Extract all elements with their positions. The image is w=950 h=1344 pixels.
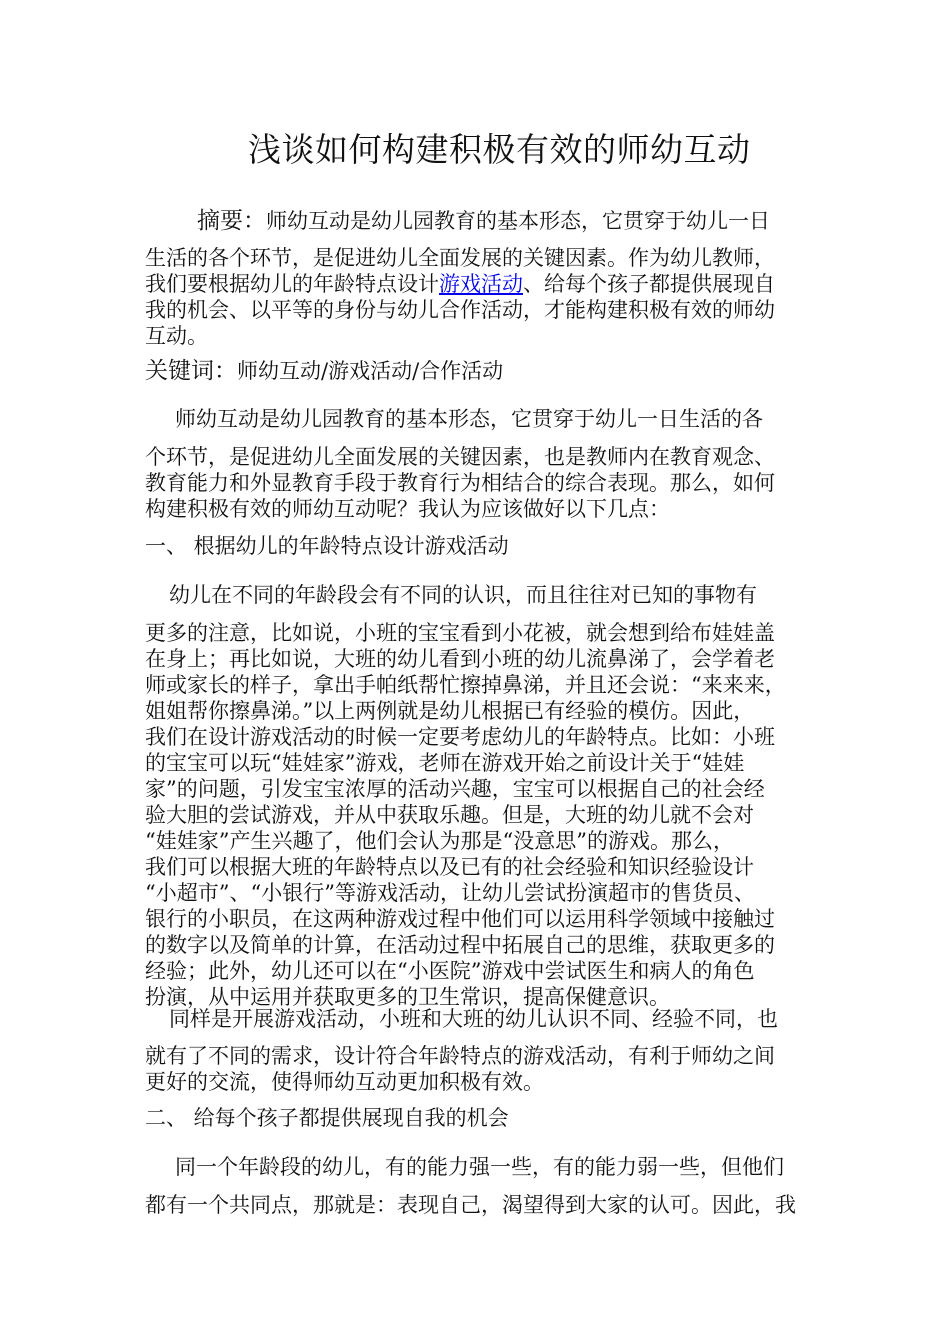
keywords-line xyxy=(145,358,825,384)
abstract-label: 摘要： xyxy=(197,208,266,234)
abstract-line-2: 生活的各个环节，是促进幼儿全面发展的关键因素。作为幼儿教师， xyxy=(145,246,775,270)
section-1-para-1-first: 幼儿在不同的年龄段会有不同的认识，而且往往对已知的事物有 xyxy=(169,583,757,607)
abstract-block xyxy=(145,208,825,234)
intro-paragraph: 个环节，是促进幼儿全面发展的关键因素，也是教师内在教育观念、 教育能力和外显教育手段于教育行为相结合的综合表现。那么，如何 构建积极有效的师幼互动呢？我认为应该做好以下几点： xyxy=(145,445,775,521)
section-2-para-1: 都有一个共同点，那就是：表现自己，渴望得到大家的认可。因此，我 xyxy=(145,1193,796,1217)
abstract-continuation xyxy=(145,245,825,349)
keywords-label: 关键词： xyxy=(145,358,237,384)
section-1-para-2-first: 同样是开展游戏活动，小班和大班的幼儿认识不同、经验不同，也 xyxy=(169,1007,778,1031)
intro-first-line: 师幼互动是幼儿园教育的基本形态，它贯穿于幼儿一日生活的各 xyxy=(175,407,763,431)
document-title: 浅谈如何构建积极有效的师幼互动 xyxy=(248,130,751,169)
keywords-text: 师幼互动/游戏活动/合作活动 xyxy=(237,359,504,383)
game-activity-link[interactable]: 游戏活动 xyxy=(439,272,523,296)
section-2-para-1-first: 同一个年龄段的幼儿，有的能力强一些，有的能力弱一些，但他们 xyxy=(175,1155,784,1179)
abstract-line-3: 我们要根据幼儿的年龄特点设计游戏活动、给每个孩子都提供展现自 xyxy=(145,272,775,296)
section-1-para-1: 更多的注意，比如说，小班的宝宝看到小花被，就会想到给布娃娃盖 在身上；再比如说，大班的幼儿看到小班的幼儿流鼻涕了，会学着老 师或家长的样子，拿出手帕纸帮忙擦掉鼻涕，并且还会说：“来来来， 姐姐帮你擦鼻涕。”以上两例就是幼儿根据已有经验的模仿。因此， 我们在设计游戏活动的时候一定要考虑幼儿的年龄特点。比如：小班 的宝宝可以玩“娃娃家”游戏，老师在游戏开始之前设计关于“娃娃 家”的问题，引发宝宝浓厚的活动兴趣，宝宝可以根据自己的社会经 验大胆的尝试游戏，并从中获取乐趣。但是，大班的幼儿就不会对 “娃娃家”产生兴趣了，他们会认为那是“没意思”的游戏。那么， 我们可以根据大班的年龄特点以及已有的社会经验和知识经验设计 “小超市”、“小银行”等游戏活动，让幼儿尝试扮演超市的售货员、 银行的小职员，在这两种游戏过程中他们可以运用科学领域中接触过 的数字以及简单的计算，在活动过程中拓展自己的思维，获取更多的 经验；此外，幼儿还可以在“小医院”游戏中尝试医生和病人的角色 扮演，从中运用并获取更多的卫生常识，提高保健意识。 xyxy=(145,621,786,1009)
section-2-heading: 二、 给每个孩子都提供展现自我的机会 xyxy=(145,1106,509,1130)
abstract-line-1: 摘要：师幼互动是幼儿园教育的基本形态，它贯穿于幼儿一日 xyxy=(197,208,770,234)
section-1-para-2: 就有了不同的需求，设计符合年龄特点的游戏活动，有利于师幼之间 更好的交流，使得师幼互动更加积极有效。 xyxy=(145,1044,775,1094)
section-1-heading: 一、 根据幼儿的年龄特点设计游戏活动 xyxy=(145,534,509,558)
abstract-line-5: 互动。 xyxy=(145,324,208,348)
abstract-line-4: 我的机会、以平等的身份与幼儿合作活动，才能构建积极有效的师幼 xyxy=(145,298,775,322)
